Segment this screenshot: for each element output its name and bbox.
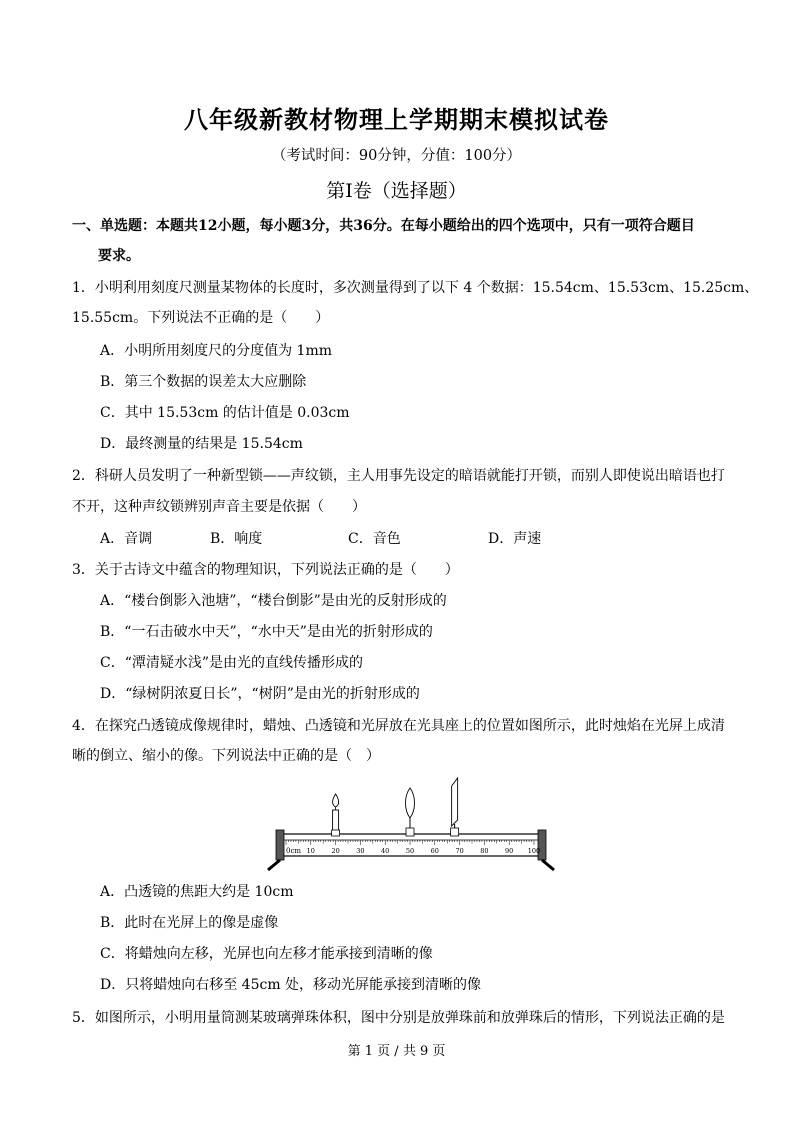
- q3-option-b: B．“一石击破水中天”，“水中天”是由光的折射形成的: [100, 624, 433, 640]
- q3-option-d: D．“绿树阴浓夏日长”，“树阴”是由光的折射形成的: [100, 686, 420, 702]
- q5-stem-line1: 5．如图所示，小明用量筒测某玻璃弹珠体积，图中分别是放弹珠前和放弹珠后的情形，下列说法正确的是: [72, 1010, 725, 1026]
- q1-stem-line2: 15.55cm。下列说法不正确的是（ ）: [72, 310, 330, 326]
- ruler-tick-label: 70: [455, 847, 464, 855]
- q2-stem-line2: 不开，这种声纹锁辨别声音主要是依据（ ）: [72, 499, 366, 515]
- q2-option-a: A．音调: [100, 531, 153, 547]
- ruler-tick-label: 30: [356, 847, 365, 855]
- ruler-tick-label: 40: [381, 847, 390, 855]
- candle-flame-icon: [333, 794, 339, 807]
- q4-option-b: B．此时在光屏上的像是虚像: [100, 915, 279, 931]
- q1-option-c: C．其中 15.53cm 的估计值是 0.03cm: [100, 405, 350, 421]
- q4-option-d: D．只将蜡烛向右移至 45cm 处，移动光屏能承接到清晰的像: [100, 977, 482, 993]
- q3-option-a: A．“楼台倒影入池塘”，“楼台倒影”是由光的反射形成的: [100, 593, 447, 609]
- q1-option-b: B．第三个数据的误差太大应删除: [100, 374, 307, 390]
- ruler-tick-label: 60: [430, 847, 439, 855]
- q4-option-a: A．凸透镜的焦距大约是 10cm: [100, 884, 294, 900]
- q2-option-c: C．音色: [348, 531, 401, 547]
- q3-option-c: C．“潭清疑水浅”是由光的直线传播形成的: [100, 655, 364, 671]
- exam-title: 八年级新教材物理上学期期末模拟试卷: [184, 105, 609, 134]
- light-screen: [451, 778, 459, 836]
- convex-lens: [406, 788, 415, 836]
- q4-option-c: C．将蜡烛向左移，光屏也向左移才能承接到清晰的像: [100, 946, 433, 962]
- ruler-tick-label: 90: [505, 847, 514, 855]
- ruler-tick-label: 10: [306, 847, 315, 855]
- ruler-tick-label: 100: [527, 847, 541, 855]
- q2-stem-line1: 2．科研人员发明了一种新型锁——声纹锁，主人用事先设定的暗语就能打开锁，而别人即使说出暗语也打: [72, 468, 725, 484]
- section-instruction-line2: 要求。: [98, 248, 140, 264]
- ruler-tick-label: 20: [331, 847, 340, 855]
- q1-option-d: D．最终测量的结果是 15.54cm: [100, 436, 303, 452]
- ruler-tick-label: 80: [480, 847, 489, 855]
- optical-bench-figure: [262, 774, 562, 874]
- right-support: [538, 830, 554, 870]
- exam-subtitle: （考试时间：90分钟，分值：100分）: [271, 148, 522, 164]
- q1-stem-line1: 1．小明利用刻度尺测量某物体的长度时，多次测量得到了以下 4 个数据：15.54cm、15.53cm、15.25cm、: [72, 280, 759, 296]
- page-footer: 第 1 页 / 共 9 页: [347, 1044, 446, 1059]
- q4-stem-line1: 4．在探究凸透镜成像规律时，蜡烛、凸透镜和光屏放在光具座上的位置如图所示，此时烛焰在光屏上成清: [72, 718, 725, 734]
- q2-option-d: D．声速: [488, 531, 542, 547]
- ruler-tick-label: 50: [405, 847, 415, 855]
- left-support: [268, 830, 284, 870]
- ruler-unit-label: 0cm: [286, 847, 302, 855]
- part-heading: 第I卷（选择题）: [326, 180, 467, 202]
- section-instruction-line1: 一、单选题：本题共12小题，每小题3分，共36分。在每小题给出的四个选项中，只有一项符合题目: [72, 218, 695, 234]
- q1-option-a: A．小明所用刻度尺的分度值为 1mm: [100, 343, 333, 359]
- q2-option-b: B．响度: [210, 531, 263, 547]
- q4-stem-line2: 晰的倒立、缩小的像。下列说法中正确的是（ ）: [72, 748, 380, 764]
- q3-stem: 3．关于古诗文中蕴含的物理知识，下列说法正确的是（ ）: [72, 562, 459, 578]
- candle: [332, 794, 340, 836]
